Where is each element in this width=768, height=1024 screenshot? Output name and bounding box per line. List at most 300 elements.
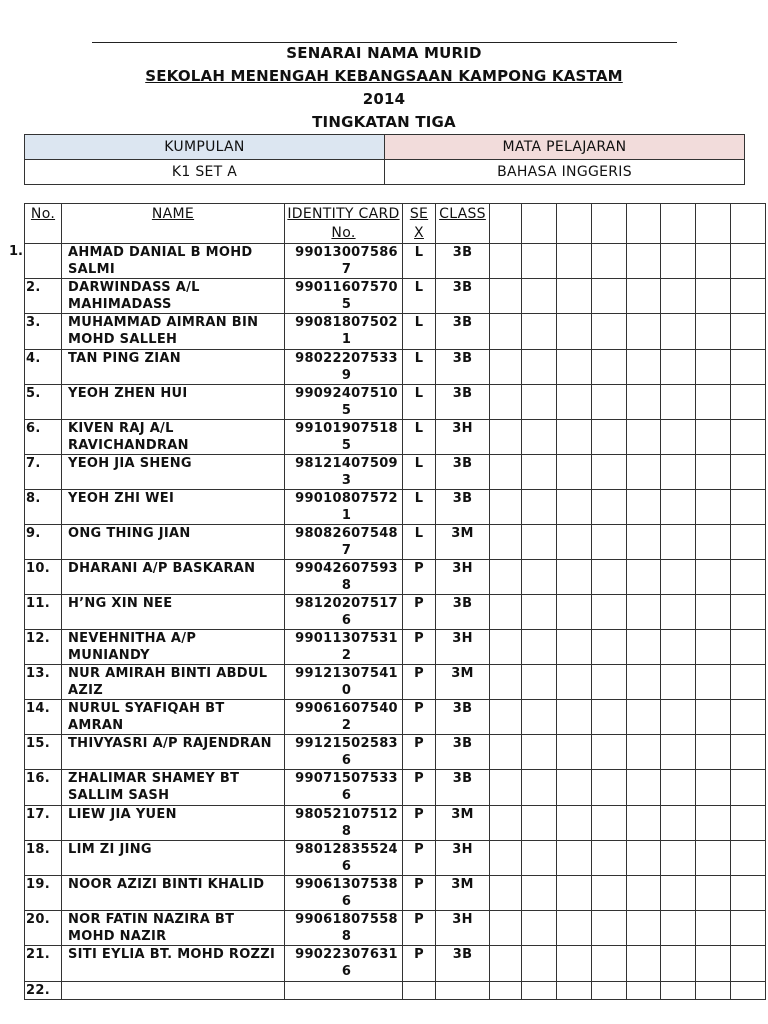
blank-cell	[490, 806, 522, 841]
blank-cell	[522, 630, 557, 665]
blank-cell	[592, 525, 627, 560]
blank-cell	[731, 806, 766, 841]
class-cell: 3B	[436, 595, 490, 630]
blank-cell	[696, 806, 731, 841]
blank-cell	[557, 350, 592, 385]
identity-card-number: 990223076316	[285, 946, 403, 982]
blank-cell	[627, 595, 661, 630]
blank-cell	[661, 314, 696, 350]
blank-cell	[731, 735, 766, 770]
header-class: CLASS	[436, 204, 490, 244]
blank-cell	[592, 876, 627, 911]
sex-cell: L	[403, 244, 436, 279]
blank-cell	[661, 420, 696, 455]
identity-card-number: 981202075176	[285, 595, 403, 630]
identity-card-number: 980521075128	[285, 806, 403, 841]
table-row	[25, 911, 766, 946]
blank-cell	[522, 560, 557, 595]
blank-cell	[696, 560, 731, 595]
sex-cell: P	[403, 876, 436, 911]
blank-cell	[661, 385, 696, 420]
blank-cell	[661, 665, 696, 700]
student-name: NUR AMIRAH BINTI ABDUL AZIZ	[62, 665, 285, 700]
blank-cell	[627, 700, 661, 735]
blank-cell	[557, 841, 592, 876]
blank-cell	[557, 665, 592, 700]
blank-cell	[731, 455, 766, 490]
blank-cell	[490, 700, 522, 735]
table-row	[25, 770, 766, 806]
row-number: 5.	[25, 385, 62, 420]
class-cell: 3M	[436, 806, 490, 841]
row-number: 15.	[25, 735, 62, 770]
blank-cell	[627, 841, 661, 876]
sex-cell: L	[403, 314, 436, 350]
blank-cell	[696, 982, 731, 1000]
blank-cell	[592, 770, 627, 806]
table-header-row	[25, 204, 766, 244]
blank-cell	[627, 982, 661, 1000]
blank-cell	[696, 525, 731, 560]
identity-card-number: 991019075185	[285, 420, 403, 455]
table-row	[25, 735, 766, 770]
table-row	[25, 420, 766, 455]
student-table	[24, 203, 766, 1000]
blank-cell	[627, 525, 661, 560]
blank-cell	[731, 525, 766, 560]
blank-cell	[661, 244, 696, 279]
blank-cell	[557, 911, 592, 946]
blank-cell	[490, 420, 522, 455]
blank-cell	[592, 314, 627, 350]
identity-card-number: 990426075938	[285, 560, 403, 595]
class-cell: 3B	[436, 700, 490, 735]
blank-header	[490, 204, 522, 244]
blank-cell	[661, 982, 696, 1000]
blank-cell	[522, 314, 557, 350]
blank-cell	[592, 665, 627, 700]
table-row	[25, 876, 766, 911]
blank-cell	[557, 595, 592, 630]
row-number: 12.	[25, 630, 62, 665]
blank-cell	[557, 385, 592, 420]
student-name: THIVYASRI A/P RAJENDRAN	[62, 735, 285, 770]
class-cell: 3B	[436, 735, 490, 770]
table-row	[25, 314, 766, 350]
blank-cell	[490, 665, 522, 700]
class-cell: 3M	[436, 876, 490, 911]
class-cell: 3B	[436, 490, 490, 525]
row-number	[25, 244, 62, 279]
blank-cell	[592, 244, 627, 279]
blank-cell	[490, 946, 522, 982]
table-row	[25, 595, 766, 630]
blank-cell	[627, 420, 661, 455]
class-cell: 3M	[436, 665, 490, 700]
identity-card-number: 990613075386	[285, 876, 403, 911]
header-sex: SEX	[403, 204, 436, 244]
blank-cell	[696, 385, 731, 420]
row-number: 2.	[25, 279, 62, 314]
student-name: KIVEN RAJ A/L RAVICHANDRAN	[62, 420, 285, 455]
blank-cell	[490, 350, 522, 385]
blank-cell	[592, 982, 627, 1000]
identity-card-number: 990113075312	[285, 630, 403, 665]
identity-card-number: 980826075487	[285, 525, 403, 560]
blank-cell	[696, 314, 731, 350]
blank-cell	[592, 420, 627, 455]
sex-cell: L	[403, 420, 436, 455]
blank-cell	[696, 420, 731, 455]
sex-cell: P	[403, 665, 436, 700]
class-cell: 3H	[436, 911, 490, 946]
row-number: 8.	[25, 490, 62, 525]
blank-cell	[592, 806, 627, 841]
row-number: 21.	[25, 946, 62, 982]
blank-cell	[731, 665, 766, 700]
student-name: YEOH ZHEN HUI	[62, 385, 285, 420]
row-number: 4.	[25, 350, 62, 385]
blank-cell	[490, 770, 522, 806]
blank-cell	[627, 911, 661, 946]
blank-cell	[557, 455, 592, 490]
blank-cell	[557, 735, 592, 770]
identity-card-number: 990108075721	[285, 490, 403, 525]
blank-cell	[696, 700, 731, 735]
blank-cell	[522, 735, 557, 770]
blank-cell	[522, 982, 557, 1000]
class-cell: 3H	[436, 630, 490, 665]
blank-cell	[731, 911, 766, 946]
student-name: NOR FATIN NAZIRA BT MOHD NAZIR	[62, 911, 285, 946]
class-cell: 3H	[436, 560, 490, 595]
blank-header	[557, 204, 592, 244]
blank-cell	[522, 665, 557, 700]
blank-cell	[731, 946, 766, 982]
row-number: 20.	[25, 911, 62, 946]
student-name: YEOH ZHI WEI	[62, 490, 285, 525]
blank-cell	[490, 455, 522, 490]
blank-header	[522, 204, 557, 244]
blank-cell	[731, 420, 766, 455]
blank-cell	[661, 841, 696, 876]
blank-cell	[557, 490, 592, 525]
sex-cell	[403, 982, 436, 1000]
blank-cell	[731, 770, 766, 806]
class-cell: 3B	[436, 770, 490, 806]
blank-cell	[661, 455, 696, 490]
blank-cell	[522, 525, 557, 560]
info-table	[24, 134, 745, 185]
class-cell: 3B	[436, 946, 490, 982]
blank-cell	[731, 385, 766, 420]
table-row	[25, 385, 766, 420]
blank-cell	[627, 735, 661, 770]
blank-cell	[592, 595, 627, 630]
student-name: SITI EYLIA BT. MOHD ROZZI	[62, 946, 285, 982]
blank-cell	[522, 279, 557, 314]
blank-cell	[592, 455, 627, 490]
identity-card-number: 980222075339	[285, 350, 403, 385]
table-row	[25, 455, 766, 490]
student-name: MUHAMMAD AIMRAN BIN MOHD SALLEH	[62, 314, 285, 350]
student-name: LIEW JIA YUEN	[62, 806, 285, 841]
student-name: LIM ZI JING	[62, 841, 285, 876]
blank-cell	[696, 279, 731, 314]
blank-cell	[592, 841, 627, 876]
student-name: DHARANI A/P BASKARAN	[62, 560, 285, 595]
blank-cell	[731, 350, 766, 385]
blank-cell	[490, 630, 522, 665]
identity-card-number: 990715075336	[285, 770, 403, 806]
blank-cell	[522, 946, 557, 982]
document-header	[0, 42, 768, 134]
blank-cell	[696, 455, 731, 490]
identity-card-number	[285, 982, 403, 1000]
blank-cell	[522, 770, 557, 806]
student-name: YEOH JIA SHENG	[62, 455, 285, 490]
blank-cell	[661, 876, 696, 911]
blank-cell	[661, 279, 696, 314]
blank-cell	[627, 560, 661, 595]
blank-cell	[522, 595, 557, 630]
student-name: NOOR AZIZI BINTI KHALID	[62, 876, 285, 911]
class-cell	[436, 982, 490, 1000]
blank-cell	[661, 490, 696, 525]
table-row	[25, 946, 766, 982]
class-cell: 3B	[436, 350, 490, 385]
blank-cell	[522, 244, 557, 279]
student-name: ZHALIMAR SHAMEY BT SALLIM SASH	[62, 770, 285, 806]
table-row	[25, 982, 766, 1000]
identity-card-number: 990818075021	[285, 314, 403, 350]
sex-cell: L	[403, 385, 436, 420]
sex-cell: P	[403, 700, 436, 735]
blank-cell	[731, 244, 766, 279]
blank-cell	[522, 350, 557, 385]
blank-cell	[696, 244, 731, 279]
blank-cell	[731, 700, 766, 735]
table-row	[25, 560, 766, 595]
blank-cell	[557, 630, 592, 665]
table-row	[25, 700, 766, 735]
student-name: ONG THING JIAN	[62, 525, 285, 560]
header-no: No.	[25, 204, 62, 244]
blank-cell	[696, 841, 731, 876]
blank-cell	[490, 525, 522, 560]
blank-cell	[490, 490, 522, 525]
table-row	[25, 806, 766, 841]
blank-cell	[627, 665, 661, 700]
blank-cell	[592, 385, 627, 420]
mata-pelajaran-value: BAHASA INGGERIS	[385, 160, 745, 185]
blank-cell	[557, 982, 592, 1000]
blank-cell	[696, 911, 731, 946]
blank-cell	[627, 946, 661, 982]
blank-cell	[627, 244, 661, 279]
blank-cell	[592, 630, 627, 665]
kumpulan-value: K1 SET A	[25, 160, 385, 185]
kumpulan-label: KUMPULAN	[25, 135, 385, 160]
blank-cell	[627, 806, 661, 841]
row-number: 6.	[25, 420, 62, 455]
blank-cell	[696, 665, 731, 700]
sex-cell: P	[403, 911, 436, 946]
identity-card-number: 990130075867	[285, 244, 403, 279]
blank-cell	[557, 314, 592, 350]
header-name: NAME	[62, 204, 285, 244]
blank-cell	[557, 770, 592, 806]
blank-cell	[661, 770, 696, 806]
blank-cell	[661, 700, 696, 735]
blank-cell	[627, 630, 661, 665]
class-cell: 3B	[436, 279, 490, 314]
blank-cell	[661, 735, 696, 770]
blank-cell	[490, 982, 522, 1000]
blank-cell	[490, 876, 522, 911]
blank-cell	[731, 279, 766, 314]
blank-cell	[731, 314, 766, 350]
blank-cell	[661, 911, 696, 946]
table-row	[25, 665, 766, 700]
blank-cell	[490, 314, 522, 350]
blank-cell	[490, 244, 522, 279]
blank-cell	[490, 595, 522, 630]
identity-card-number: 990116075705	[285, 279, 403, 314]
blank-cell	[661, 595, 696, 630]
sex-cell: P	[403, 841, 436, 876]
blank-cell	[731, 490, 766, 525]
school-name: SEKOLAH MENENGAH KEBANGSAAN KAMPONG KASTAM	[145, 67, 623, 85]
blank-header	[661, 204, 696, 244]
row-number: 16.	[25, 770, 62, 806]
blank-cell	[731, 595, 766, 630]
blank-cell	[627, 770, 661, 806]
blank-cell	[592, 946, 627, 982]
sex-cell: L	[403, 455, 436, 490]
form-level: TINGKATAN TIGA	[312, 113, 456, 131]
row-number: 22.	[25, 982, 62, 1000]
blank-cell	[731, 876, 766, 911]
blank-cell	[522, 876, 557, 911]
blank-cell	[627, 279, 661, 314]
blank-cell	[490, 279, 522, 314]
table-row	[25, 490, 766, 525]
student-name: NEVEHNITHA A/P MUNIANDY	[62, 630, 285, 665]
identity-card-number: 990616075402	[285, 700, 403, 735]
blank-cell	[627, 490, 661, 525]
blank-cell	[592, 350, 627, 385]
row-number: 11.	[25, 595, 62, 630]
row-number: 3.	[25, 314, 62, 350]
sex-cell: P	[403, 595, 436, 630]
student-name: DARWINDASS A/L MAHIMADASS	[62, 279, 285, 314]
blank-cell	[696, 770, 731, 806]
row-number: 13.	[25, 665, 62, 700]
blank-cell	[557, 946, 592, 982]
table-row	[25, 279, 766, 314]
blank-cell	[490, 735, 522, 770]
blank-cell	[696, 350, 731, 385]
blank-header	[731, 204, 766, 244]
blank-cell	[557, 279, 592, 314]
class-cell: 3B	[436, 244, 490, 279]
identity-card-number: 991213075410	[285, 665, 403, 700]
sex-cell: P	[403, 630, 436, 665]
sex-cell: P	[403, 735, 436, 770]
blank-cell	[592, 490, 627, 525]
row-number: 19.	[25, 876, 62, 911]
row-number: 10.	[25, 560, 62, 595]
identity-card-number: 990924075105	[285, 385, 403, 420]
blank-cell	[592, 911, 627, 946]
blank-header	[592, 204, 627, 244]
identity-card-number: 991215025836	[285, 735, 403, 770]
blank-cell	[490, 385, 522, 420]
blank-cell	[522, 385, 557, 420]
class-cell: 3M	[436, 525, 490, 560]
blank-cell	[661, 525, 696, 560]
blank-cell	[557, 525, 592, 560]
sex-cell: L	[403, 350, 436, 385]
sex-cell: L	[403, 525, 436, 560]
blank-cell	[696, 490, 731, 525]
sex-cell: P	[403, 946, 436, 982]
blank-cell	[490, 841, 522, 876]
blank-cell	[522, 420, 557, 455]
class-cell: 3B	[436, 455, 490, 490]
blank-cell	[557, 420, 592, 455]
identity-card-number: 981214075093	[285, 455, 403, 490]
blank-cell	[661, 806, 696, 841]
blank-cell	[731, 630, 766, 665]
identity-card-number: 980128355246	[285, 841, 403, 876]
student-name: NURUL SYAFIQAH BT AMRAN	[62, 700, 285, 735]
blank-cell	[696, 630, 731, 665]
student-name: AHMAD DANIAL B MOHD SALMI	[62, 244, 285, 279]
blank-cell	[696, 595, 731, 630]
blank-cell	[661, 560, 696, 595]
blank-cell	[627, 876, 661, 911]
blank-cell	[731, 982, 766, 1000]
blank-cell	[592, 735, 627, 770]
blank-cell	[661, 946, 696, 982]
blank-cell	[731, 841, 766, 876]
sex-cell: P	[403, 806, 436, 841]
blank-cell	[627, 455, 661, 490]
blank-cell	[592, 279, 627, 314]
sex-cell: L	[403, 490, 436, 525]
table-row	[25, 630, 766, 665]
blank-cell	[627, 385, 661, 420]
blank-header	[627, 204, 661, 244]
row-number: 7.	[25, 455, 62, 490]
row-number: 9.	[25, 525, 62, 560]
student-name	[62, 982, 285, 1000]
student-name: H’NG XIN NEE	[62, 595, 285, 630]
blank-cell	[522, 490, 557, 525]
table-row	[25, 244, 766, 279]
blank-cell	[627, 314, 661, 350]
row-number: 18.	[25, 841, 62, 876]
blank-cell	[522, 455, 557, 490]
blank-cell	[522, 911, 557, 946]
table-row	[25, 350, 766, 385]
blank-cell	[557, 876, 592, 911]
blank-cell	[696, 876, 731, 911]
sex-cell: P	[403, 560, 436, 595]
row-number: 17.	[25, 806, 62, 841]
